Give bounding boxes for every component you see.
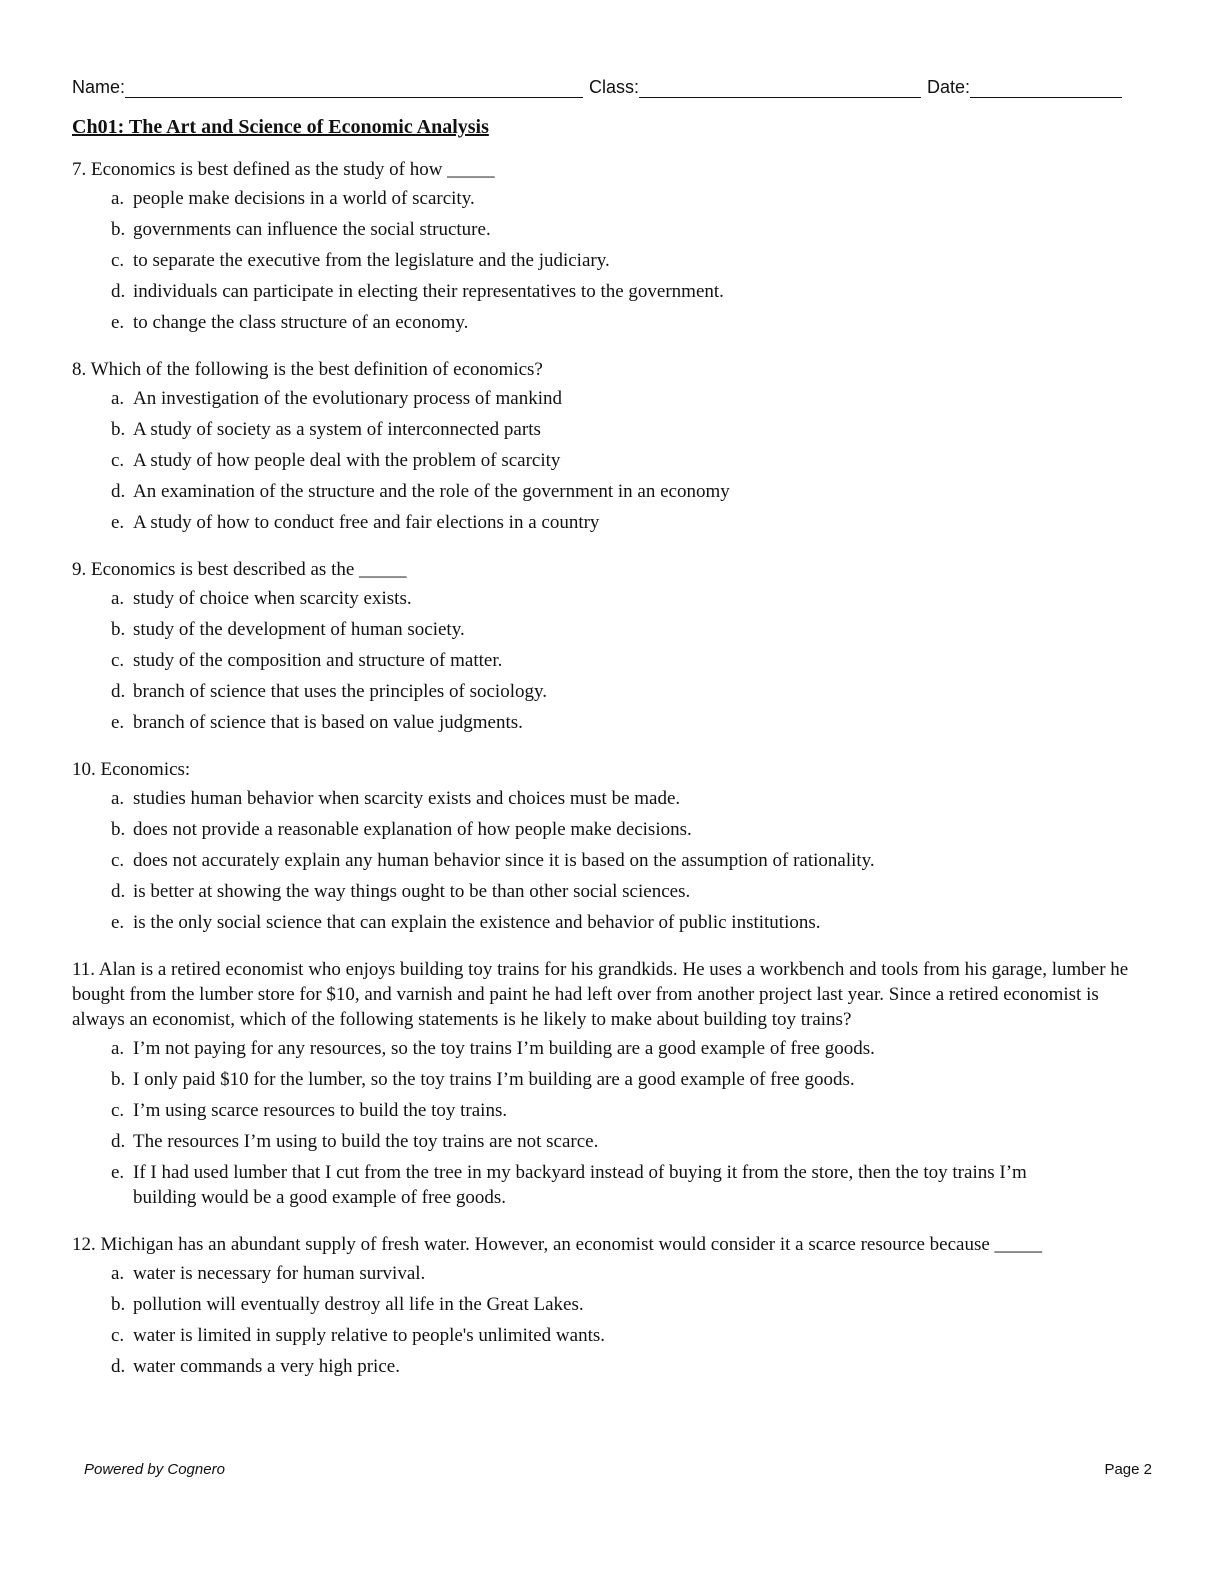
answer-option [111,1261,1132,1286]
option-letter: d. [111,481,126,502]
option-letter: e. [111,912,125,933]
option-letter: a. [111,588,125,609]
option-letter: d. [111,681,126,702]
answer-option [111,186,1132,211]
option-letter: c. [111,850,125,871]
answer-option [111,786,1132,811]
option-letter: e. [111,1162,125,1183]
question-stem: 7. Economics is best defined as the study of how _____ [72,159,495,180]
question-stem: 9. Economics is best described as the _____ [72,559,407,580]
option-text: to separate the executive from the legislature and the judiciary. [133,250,610,271]
answer-option [111,1354,1132,1379]
answer-option [111,448,1132,473]
question-item [72,757,1132,935]
option-text: I’m using scarce resources to build the toy trains. [133,1100,508,1121]
answer-option [111,217,1132,242]
option-text: to change the class structure of an economy. [133,312,469,333]
answer-option [111,479,1132,504]
answer-option [111,248,1132,273]
option-text: study of the development of human society. [133,619,465,640]
option-letter: d. [111,1131,126,1152]
answer-option [111,1292,1132,1317]
chapter-title: Ch01: The Art and Science of Economic Analysis [72,116,489,138]
question-list [72,157,1132,1401]
option-text: study of the composition and structure of matter. [133,650,503,671]
option-letter: b. [111,619,126,640]
answer-option [111,1098,1132,1123]
question-item [72,1232,1132,1379]
option-text: is better at showing the way things ought to be than other social sciences. [133,881,691,902]
option-text: governments can influence the social structure. [133,219,491,240]
class-field-line[interactable] [639,77,921,98]
date-field-line[interactable] [970,77,1122,98]
class-label: Class: [589,77,640,97]
answer-option [111,1129,1132,1154]
date-label: Date: [927,77,971,97]
option-text: I only paid $10 for the lumber, so the toy trains I’m building are a good example of free goods. [133,1069,855,1090]
option-letter: a. [111,1038,125,1059]
option-letter: e. [111,512,125,533]
question-item [72,357,1132,535]
option-letter: e. [111,312,125,333]
option-text: water is limited in supply relative to people's unlimited wants. [133,1325,606,1346]
option-letter: b. [111,1069,126,1090]
option-text: individuals can participate in electing their representatives to the government. [133,281,724,302]
option-letter: b. [111,219,126,240]
option-text: The resources I’m using to build the toy trains are not scarce. [133,1131,599,1152]
answer-option [111,617,1132,642]
answer-option [111,679,1132,704]
question-stem: 12. Michigan has an abundant supply of fresh water. However, an economist would consider it a scarce resource because _____ [72,1234,1043,1255]
answer-option [111,310,1132,335]
option-text: branch of science that uses the principles of sociology. [133,681,548,702]
option-letter: a. [111,188,125,209]
option-letter: b. [111,419,126,440]
option-text: water commands a very high price. [133,1356,400,1377]
option-letter: c. [111,1325,125,1346]
page-number: Page 2 [1104,1461,1152,1478]
answer-option [111,910,1132,935]
option-text: A study of how people deal with the problem of scarcity [133,450,561,471]
option-text: study of choice when scarcity exists. [133,588,412,609]
student-info-header [72,72,1144,98]
answer-option [111,510,1132,535]
option-text: studies human behavior when scarcity exists and choices must be made. [133,788,681,809]
option-text: water is necessary for human survival. [133,1263,426,1284]
option-letter: d. [111,881,126,902]
option-letter: d. [111,1356,126,1377]
option-text: branch of science that is based on value judgments. [133,712,523,733]
option-text: An investigation of the evolutionary process of mankind [133,388,562,409]
answer-option [111,386,1132,411]
option-text: A study of how to conduct free and fair elections in a country [133,512,600,533]
answer-option [111,417,1132,442]
answer-option [111,879,1132,904]
option-letter: c. [111,650,125,671]
answer-option [111,648,1132,673]
option-text: does not accurately explain any human behavior since it is based on the assumption of rationality. [133,850,875,871]
option-letter: c. [111,250,125,271]
answer-option [111,710,1132,735]
answer-option [111,1323,1132,1348]
option-letter: a. [111,788,125,809]
option-letter: a. [111,388,125,409]
option-text: A study of society as a system of interconnected parts [133,419,541,440]
answer-option [111,279,1132,304]
answer-option [111,1067,1132,1092]
option-text: is the only social science that can explain the existence and behavior of public institutions. [133,912,821,933]
option-letter: b. [111,819,126,840]
answer-option [111,817,1132,842]
question-stem: 10. Economics: [72,759,191,780]
option-text: I’m not paying for any resources, so the toy trains I’m building are a good example of free goods. [133,1038,875,1059]
name-field-line[interactable] [125,77,583,98]
answer-option [111,1036,1132,1061]
option-text: does not provide a reasonable explanation of how people make decisions. [133,819,692,840]
answer-option [111,848,1132,873]
option-letter: d. [111,281,126,302]
question-item [72,157,1132,335]
option-letter: e. [111,712,125,733]
answer-option [111,586,1132,611]
option-text: An examination of the structure and the role of the government in an economy [133,481,730,502]
option-text: If I had used lumber that I cut from the tree in my backyard instead of buying it from the store, then the toy trains I’m building would be a good example of free goods. [133,1162,1027,1208]
powered-by-footer: Powered by Cognero [84,1461,225,1478]
option-letter: c. [111,1100,125,1121]
option-letter: c. [111,450,125,471]
question-item [72,557,1132,735]
option-letter: a. [111,1263,125,1284]
option-text: pollution will eventually destroy all life in the Great Lakes. [133,1294,584,1315]
option-text: people make decisions in a world of scarcity. [133,188,475,209]
answer-option [111,1160,1132,1210]
name-label: Name: [72,77,126,97]
question-item [72,957,1132,1210]
option-letter: b. [111,1294,126,1315]
question-stem: 8. Which of the following is the best definition of economics? [72,359,543,380]
question-stem: 11. Alan is a retired economist who enjoys building toy trains for his grandkids. He uses a workbench and tools from his garage, lumber he bought from the lumber store for $10, and varnish and paint he had left over from another project last year. Since a retired economist is always an economist, which of the following statements is he likely to make about building toy trains? [72,959,1129,1030]
